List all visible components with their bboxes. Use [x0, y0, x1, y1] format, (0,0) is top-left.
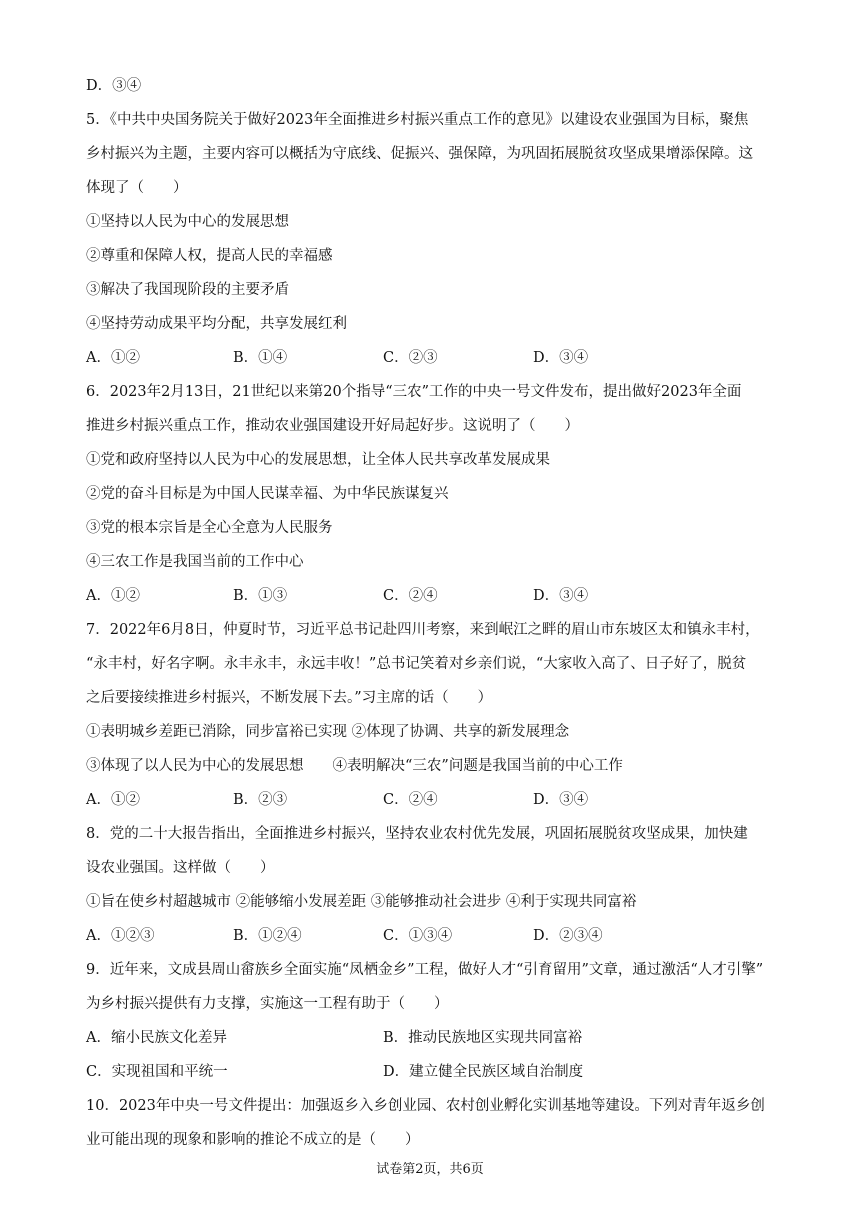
question-stem-line: 10．2023年中央一号文件提出：加强返乡入乡创业园、农村创业孵化实训基地等建设。下列对青年返乡创: [86, 1098, 765, 1114]
question-stem-line: 8．党的二十大报告指出，全面推进乡村振兴，坚持农业农村优先发展，巩固拓展脱贫攻坚成果，加快建: [86, 826, 748, 842]
question-stem-line: 7．2022年6月8日，仲夏时节，习近平总书记赴四川考察，来到岷江之畔的眉山市东坡区太和镇永丰村，: [86, 622, 760, 638]
page-footer: 试卷第2页，共6页: [376, 1162, 484, 1177]
question-stem-line: 体现了（ ）: [86, 180, 188, 196]
option-b: B．②③: [233, 792, 288, 808]
option-a: A．①②: [86, 350, 140, 366]
option-d: D．②③④: [533, 928, 603, 944]
option-d: D．③④: [533, 588, 589, 604]
question-stem-line: 5．《中共中央国务院关于做好2023年全面推进乡村振兴重点工作的意见》以建设农业强国为目标，聚焦: [86, 112, 749, 128]
question-stem-line: 推进乡村振兴重点工作，推动农业强国建设开好局起好步。这说明了（ ）: [86, 418, 579, 434]
statement-item: ②尊重和保障人权，提高人民的幸福感: [86, 248, 333, 264]
option-d: D．③④: [533, 792, 589, 808]
option-c: C．①③④: [383, 928, 453, 944]
prev-question-option-d: D．③④: [86, 78, 142, 94]
option-c: C．实现祖国和平统一: [86, 1064, 228, 1080]
option-c: C．②③: [383, 350, 438, 366]
option-b: B．推动民族地区实现共同富裕: [383, 1030, 583, 1046]
statement-item: ①旨在使乡村超越城市 ②能够缩小发展差距 ③能够推动社会进步 ④利于实现共同富裕: [86, 894, 637, 910]
statement-item: ①坚持以人民为中心的发展思想: [86, 214, 289, 230]
option-b: B．①④: [233, 350, 288, 366]
option-a: A．①②: [86, 792, 140, 808]
option-c: C．②④: [383, 588, 438, 604]
statement-item: ③党的根本宗旨是全心全意为人民服务: [86, 520, 333, 536]
question-stem-line: 6．2023年2月13日，21世纪以来第20个指导“三农”工作的中央一号文件发布，提出做好2023年全面: [86, 384, 742, 400]
option-a: A．①②③: [86, 928, 155, 944]
statement-item: ①表明城乡差距已消除，同步富裕已实现 ②体现了协调、共享的新发展理念: [86, 724, 570, 740]
option-b: B．①②④: [233, 928, 302, 944]
question-stem-line: 业可能出现的现象和影响的推论不成立的是（ ）: [86, 1132, 420, 1148]
statement-item: ②党的奋斗目标是为中国人民谋幸福、为中华民族谋复兴: [86, 486, 449, 502]
option-c: C．②④: [383, 792, 438, 808]
option-a: A．缩小民族文化差异: [86, 1030, 227, 1046]
question-stem-line: 之后要接续推进乡村振兴，不断发展下去。”习主席的话（ ）: [86, 690, 493, 706]
statement-item: ④坚持劳动成果平均分配，共享发展红利: [86, 316, 347, 332]
question-stem-line: “永丰村，好名字啊。永丰永丰，永远丰收！”总书记笑着对乡亲们说，“大家收入高了、日子好了，脱贫: [86, 656, 747, 672]
statement-item: ①党和政府坚持以人民为中心的发展思想，让全体人民共享改革发展成果: [86, 452, 550, 468]
option-b: B．①③: [233, 588, 288, 604]
question-stem-line: 9．近年来，文成县周山畲族乡全面实施“凤栖金乡”工程，做好人才“引育留用”文章，通过激活“人才引擎”: [86, 962, 764, 978]
question-stem-line: 为乡村振兴提供有力支撑，实施这一工程有助于（ ）: [86, 996, 449, 1012]
question-stem-line: 设农业强国。这样做（ ）: [86, 860, 275, 876]
option-a: A．①②: [86, 588, 140, 604]
statement-item: ③解决了我国现阶段的主要矛盾: [86, 282, 289, 298]
question-stem-line: 乡村振兴为主题，主要内容可以概括为守底线、促振兴、强保障，为巩固拓展脱贫攻坚成果增添保障。这: [86, 146, 753, 162]
statement-item: ③体现了以人民为中心的发展思想 ④表明解决“三农”问题是我国当前的中心工作: [86, 758, 623, 774]
statement-item: ④三农工作是我国当前的工作中心: [86, 554, 304, 570]
option-d: D．建立健全民族区域自治制度: [383, 1064, 584, 1080]
option-d: D．③④: [533, 350, 589, 366]
